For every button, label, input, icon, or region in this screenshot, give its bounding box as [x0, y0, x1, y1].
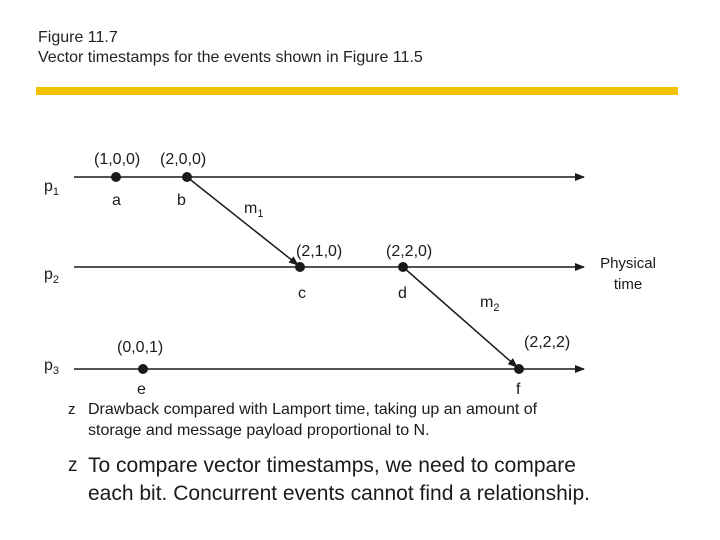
event-dot-c	[295, 262, 305, 272]
axis-label-physical: Physical	[600, 255, 656, 272]
figure-caption: Vector timestamps for the events shown in Figure 11.5	[38, 49, 423, 66]
event-label-e: e	[137, 381, 146, 398]
event-label-c: c	[298, 285, 306, 302]
message-label-m1: $m_1$	[244, 200, 264, 220]
timestamp-b: (2,0,0)	[160, 151, 207, 168]
timestamp-e: (0,0,1)	[117, 339, 164, 356]
bullet-text	[88, 399, 668, 441]
bullet-text	[88, 452, 698, 508]
event-label-f: f	[516, 381, 521, 398]
timestamp-d: (2,2,0)	[386, 243, 433, 260]
timestamp-a: (1,0,0)	[94, 151, 141, 168]
bullet-glyph: z	[68, 455, 78, 476]
message-arrow-m2	[403, 267, 517, 367]
event-dot-d	[398, 262, 408, 272]
bullet-item-drawback	[68, 399, 668, 441]
bullet-text-line: Drawback compared with Lamport time, taking up an amount of	[88, 401, 538, 418]
event-dot-a	[111, 172, 121, 182]
figure-number: Figure 11.7	[38, 29, 118, 46]
bullet-text-line: each bit. Concurrent events cannot find a relationship.	[88, 482, 590, 505]
event-dot-f	[514, 364, 524, 374]
bullet-text-line: To compare vector timestamps, we need to compare	[88, 454, 576, 477]
message-label-m2: $m_2$	[480, 294, 500, 314]
bullet-text-line: storage and message payload proportional to N.	[88, 422, 430, 439]
event-label-a: a	[112, 192, 121, 209]
process-label-p2: $p_2$	[44, 266, 60, 286]
timestamp-f: (2,2,2)	[524, 334, 571, 351]
event-label-d: d	[398, 285, 407, 302]
process-label-p3: $p_3$	[44, 357, 60, 377]
axis-label-time: time	[613, 276, 643, 293]
timestamp-c: (2,1,0)	[296, 243, 343, 260]
process-label-p1: $p_1$	[44, 178, 60, 198]
bullet-item-compare	[68, 452, 698, 508]
event-dot-e	[138, 364, 148, 374]
message-arrow-m1	[187, 177, 298, 265]
event-label-b: b	[177, 192, 186, 209]
event-dot-b	[182, 172, 192, 182]
bullet-glyph: z	[68, 401, 76, 418]
